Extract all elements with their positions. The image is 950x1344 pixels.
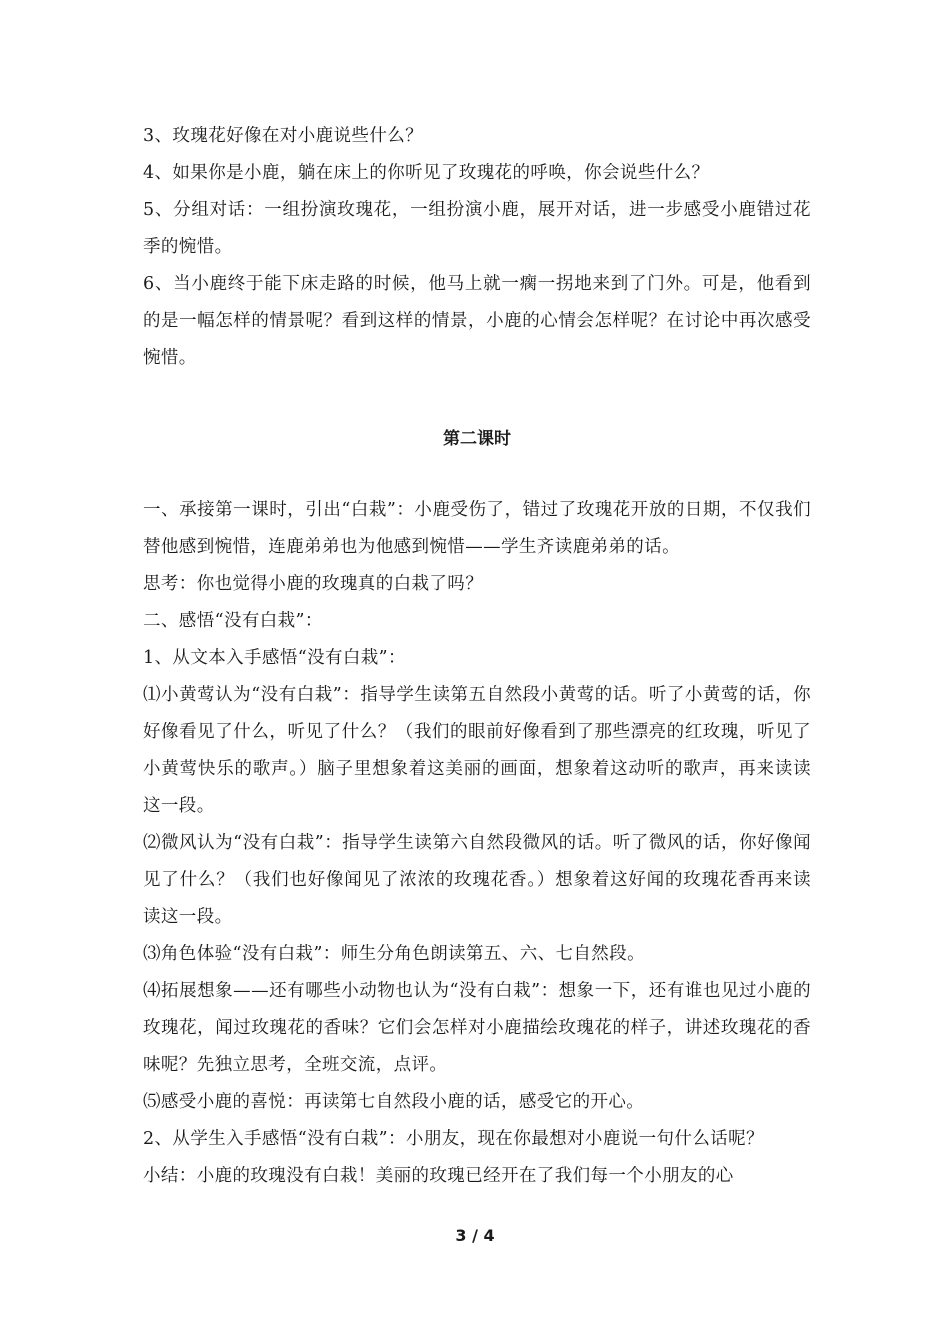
subsection-2: 2、从学生入手感悟“没有白栽”：小朋友，现在你最想对小鹿说一句什么话呢？ bbox=[143, 1129, 764, 1149]
item-oriole: ⑴小黄莺认为“没有白栽”：指导学生读第五自然段小黄莺的话。听了小黄莺的话，你好像看见了什么，听见了什么？（我们的眼前好像看到了那些漂亮的红玫瑰，听见了小黄莺快乐的歌声。）脑子里想象着这美丽的画面，想象着这动听的歌声，再来读读这一段。 bbox=[143, 685, 811, 816]
question-5: 5、分组对话：一组扮演玫瑰花，一组扮演小鹿，展开对话，进一步感受小鹿错过花季的惋惜。 bbox=[143, 200, 811, 257]
item-role-play: ⑶角色体验“没有白栽”：师生分角色朗读第五、六、七自然段。 bbox=[143, 944, 645, 964]
section-two-title: 二、感悟“没有白栽”： bbox=[143, 611, 323, 631]
item-joy: ⑸感受小鹿的喜悦：再读第七自然段小鹿的话，感受它的开心。 bbox=[143, 1092, 645, 1112]
thinking-question: 思考：你也觉得小鹿的玫瑰真的白栽了吗？ bbox=[143, 574, 484, 594]
second-lesson-body bbox=[143, 492, 811, 1195]
summary: 小结：小鹿的玫瑰没有白栽！美丽的玫瑰已经开在了我们每一个小朋友的心 bbox=[143, 1166, 734, 1186]
page-number: 3 / 4 bbox=[455, 1226, 495, 1245]
lesson-heading: 第二课时 bbox=[443, 429, 511, 449]
question-3: 3、玫瑰花好像在对小鹿说些什么？ bbox=[143, 126, 424, 146]
item-imagination: ⑷拓展想象——还有哪些小动物也认为“没有白栽”：想象一下，还有谁也见过小鹿的玫瑰花，闻过玫瑰花的香味？它们会怎样对小鹿描绘玫瑰花的样子，讲述玫瑰花的香味呢？先独立思考，全班交流，点评。 bbox=[143, 981, 811, 1075]
item-breeze: ⑵微风认为“没有白栽”：指导学生读第六自然段微风的话。听了微风的话，你好像闻见了什么？（我们也好像闻见了浓浓的玫瑰花香。）想象着这好闻的玫瑰花香再来读读这一段。 bbox=[143, 833, 811, 927]
subsection-1-title: 1、从文本入手感悟“没有白栽”： bbox=[143, 648, 406, 668]
question-6: 6、当小鹿终于能下床走路的时候，他马上就一瘸一拐地来到了门外。可是，他看到的是一幅怎样的情景呢？看到这样的情景，小鹿的心情会怎样呢？在讨论中再次感受惋惜。 bbox=[143, 274, 811, 368]
question-4: 4、如果你是小鹿，躺在床上的你听见了玫瑰花的呼唤，你会说些什么？ bbox=[143, 163, 710, 183]
intro-paragraph: 一、承接第一课时，引出“白栽”：小鹿受伤了，错过了玫瑰花开放的日期，不仅我们替他感到惋惜，连鹿弟弟也为他感到惋惜——学生齐读鹿弟弟的话。 bbox=[143, 500, 811, 557]
document-page bbox=[143, 118, 811, 1186]
